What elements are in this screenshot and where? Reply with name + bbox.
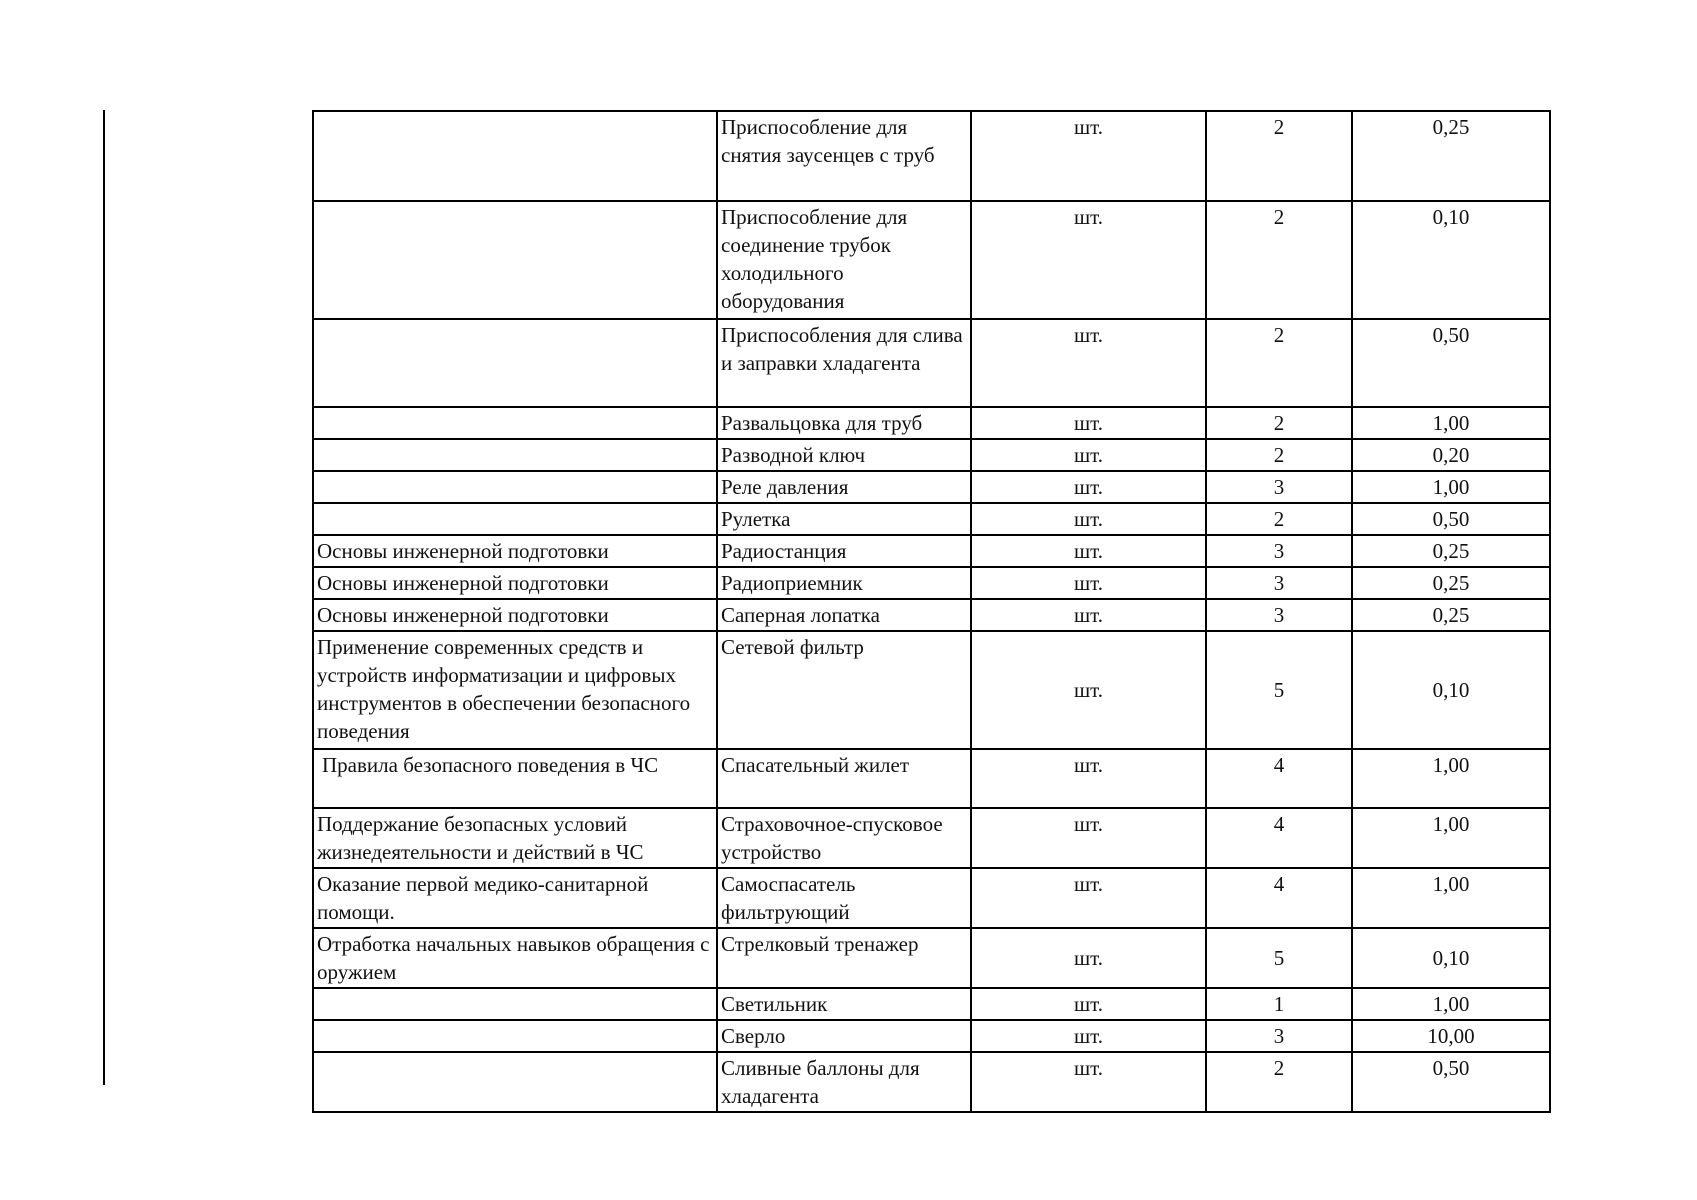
quantity-cell: 2 <box>1206 439 1352 471</box>
topic-cell <box>313 111 717 201</box>
item-cell: Страховочное-спусковое устройство <box>717 808 971 868</box>
value-cell: 0,10 <box>1352 928 1550 988</box>
item-cell: Сетевой фильтр <box>717 631 971 749</box>
value-cell: 1,00 <box>1352 749 1550 808</box>
value-cell: 0,20 <box>1352 439 1550 471</box>
unit-cell: шт. <box>971 319 1206 407</box>
quantity-cell: 3 <box>1206 535 1352 567</box>
item-cell: Светильник <box>717 988 971 1020</box>
value-cell: 1,00 <box>1352 868 1550 928</box>
table-row <box>313 868 1550 928</box>
value-cell: 0,50 <box>1352 1052 1550 1112</box>
topic-cell <box>313 319 717 407</box>
value-cell: 10,00 <box>1352 1020 1550 1052</box>
topic-cell <box>313 471 717 503</box>
item-cell: Рулетка <box>717 503 971 535</box>
unit-cell: шт. <box>971 631 1206 749</box>
topic-cell: Правила безопасного поведения в ЧС <box>313 749 717 808</box>
topic-cell: Основы инженерной подготовки <box>313 567 717 599</box>
left-margin-rule <box>103 110 105 1085</box>
unit-cell: шт. <box>971 567 1206 599</box>
item-cell: Приспособление для снятия заусенцев с труб <box>717 111 971 201</box>
value-cell: 0,25 <box>1352 567 1550 599</box>
item-cell: Реле давления <box>717 471 971 503</box>
table-row <box>313 111 1550 201</box>
unit-cell: шт. <box>971 808 1206 868</box>
item-cell: Стрелковый тренажер <box>717 928 971 988</box>
table-row <box>313 928 1550 988</box>
table-row <box>313 503 1550 535</box>
quantity-cell: 2 <box>1206 319 1352 407</box>
quantity-cell: 1 <box>1206 988 1352 1020</box>
value-cell: 0,50 <box>1352 503 1550 535</box>
item-cell: Радиостанция <box>717 535 971 567</box>
topic-cell: Отработка начальных навыков обращения с оружием <box>313 928 717 988</box>
unit-cell: шт. <box>971 439 1206 471</box>
table-row <box>313 201 1550 319</box>
unit-cell: шт. <box>971 1052 1206 1112</box>
unit-cell: шт. <box>971 535 1206 567</box>
quantity-cell: 2 <box>1206 111 1352 201</box>
item-cell: Разводной ключ <box>717 439 971 471</box>
quantity-cell: 3 <box>1206 471 1352 503</box>
item-cell: Радиоприемник <box>717 567 971 599</box>
table-row <box>313 407 1550 439</box>
value-cell: 0,25 <box>1352 535 1550 567</box>
topic-cell <box>313 201 717 319</box>
unit-cell: шт. <box>971 407 1206 439</box>
unit-cell: шт. <box>971 201 1206 319</box>
quantity-cell: 3 <box>1206 567 1352 599</box>
quantity-cell: 2 <box>1206 201 1352 319</box>
quantity-cell: 3 <box>1206 1020 1352 1052</box>
table-row <box>313 599 1550 631</box>
unit-cell: шт. <box>971 111 1206 201</box>
value-cell: 0,10 <box>1352 631 1550 749</box>
unit-cell: шт. <box>971 928 1206 988</box>
unit-cell: шт. <box>971 471 1206 503</box>
topic-cell <box>313 503 717 535</box>
item-cell: Приспособление для соединение трубок холодильного оборудования <box>717 201 971 319</box>
topic-cell <box>313 1020 717 1052</box>
value-cell: 0,25 <box>1352 599 1550 631</box>
table-row <box>313 535 1550 567</box>
item-cell: Приспособления для слива и заправки хладагента <box>717 319 971 407</box>
quantity-cell: 4 <box>1206 868 1352 928</box>
topic-cell: Применение современных средств и устройств информатизации и цифровых инструментов в обеспечении безопасного поведения <box>313 631 717 749</box>
unit-cell: шт. <box>971 1020 1206 1052</box>
value-cell: 1,00 <box>1352 808 1550 868</box>
topic-cell: Основы инженерной подготовки <box>313 599 717 631</box>
quantity-cell: 5 <box>1206 631 1352 749</box>
quantity-cell: 4 <box>1206 749 1352 808</box>
item-cell: Саперная лопатка <box>717 599 971 631</box>
item-cell: Спасательный жилет <box>717 749 971 808</box>
value-cell: 0,25 <box>1352 111 1550 201</box>
quantity-cell: 4 <box>1206 808 1352 868</box>
quantity-cell: 5 <box>1206 928 1352 988</box>
equipment-table <box>312 110 1551 1113</box>
table-row <box>313 439 1550 471</box>
quantity-cell: 2 <box>1206 407 1352 439</box>
topic-cell <box>313 439 717 471</box>
table-row <box>313 749 1550 808</box>
item-cell: Сливные баллоны для хладагента <box>717 1052 971 1112</box>
table-row <box>313 808 1550 868</box>
unit-cell: шт. <box>971 599 1206 631</box>
topic-cell <box>313 1052 717 1112</box>
value-cell: 1,00 <box>1352 471 1550 503</box>
table-row <box>313 1020 1550 1052</box>
table-row <box>313 319 1550 407</box>
topic-cell: Основы инженерной подготовки <box>313 535 717 567</box>
unit-cell: шт. <box>971 749 1206 808</box>
topic-cell <box>313 407 717 439</box>
value-cell: 0,10 <box>1352 201 1550 319</box>
value-cell: 0,50 <box>1352 319 1550 407</box>
topic-cell: Оказание первой медико-санитарной помощи. <box>313 868 717 928</box>
unit-cell: шт. <box>971 868 1206 928</box>
item-cell: Самоспасатель фильтрующий <box>717 868 971 928</box>
topic-cell: Поддержание безопасных условий жизнедеятельности и действий в ЧС <box>313 808 717 868</box>
value-cell: 1,00 <box>1352 407 1550 439</box>
value-cell: 1,00 <box>1352 988 1550 1020</box>
item-cell: Сверло <box>717 1020 971 1052</box>
unit-cell: шт. <box>971 503 1206 535</box>
unit-cell: шт. <box>971 988 1206 1020</box>
quantity-cell: 2 <box>1206 1052 1352 1112</box>
table-row <box>313 567 1550 599</box>
table-row <box>313 471 1550 503</box>
table-row <box>313 988 1550 1020</box>
table-row <box>313 631 1550 749</box>
table-row <box>313 1052 1550 1112</box>
quantity-cell: 2 <box>1206 503 1352 535</box>
quantity-cell: 3 <box>1206 599 1352 631</box>
topic-cell <box>313 988 717 1020</box>
item-cell: Развальцовка для труб <box>717 407 971 439</box>
